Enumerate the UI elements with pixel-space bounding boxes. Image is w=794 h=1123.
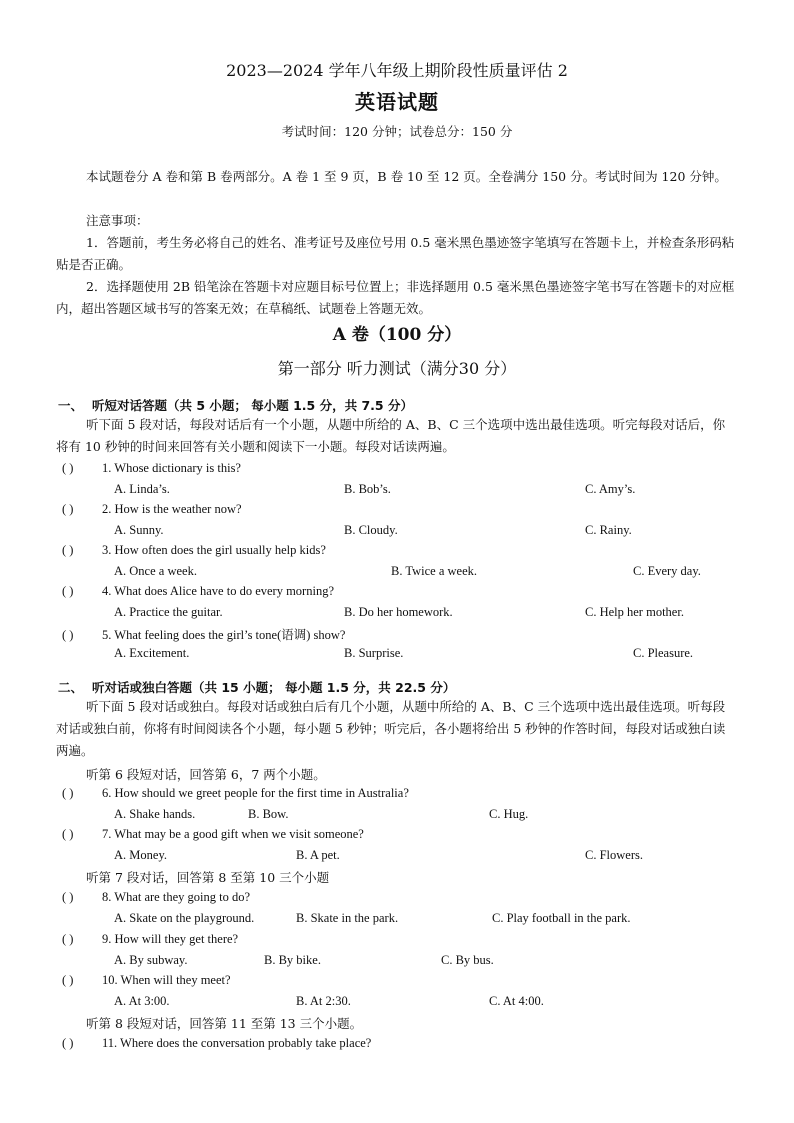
question-text: 7. What may be a good gift when we visit someone?: [102, 827, 364, 841]
option-c: C. Amy’s.: [585, 482, 636, 496]
answer-blank[interactable]: ( ): [62, 827, 74, 841]
option-c: C. Flowers.: [585, 848, 643, 862]
option-a: A. Shake hands.: [114, 807, 196, 821]
question-6: [62, 786, 409, 801]
option-b: B. Bow.: [248, 807, 289, 821]
notice-item-1: 1．答题前，考生务必将自己的姓名、准考证号及座位号用 0.5 毫米黑色墨迹签字笔填写在答题卡上，并检查条形码粘贴是否正确。: [56, 235, 735, 272]
dialogue-8-note: 听第 8 段短对话，回答第 11 至第 13 三个小题。: [86, 1016, 363, 1031]
dialogue-7-note: 听第 7 段对话，回答第 8 至第 10 三个小题: [86, 870, 330, 885]
option-a: A. Money.: [114, 848, 168, 862]
option-b: B. Twice a week.: [391, 564, 478, 578]
option-c: C. Every day.: [633, 564, 701, 578]
option-a: A. Linda’s.: [114, 482, 170, 496]
question-text: 3. How often does the girl usually help kids?: [102, 543, 326, 557]
option-c: C. Rainy.: [585, 523, 632, 537]
option-c: C. Help her mother.: [585, 605, 684, 619]
question-4: [62, 584, 334, 599]
answer-blank[interactable]: ( ): [62, 1036, 74, 1050]
option-b: B. Cloudy.: [344, 523, 398, 537]
answer-blank[interactable]: ( ): [62, 543, 74, 557]
option-a: A. Practice the guitar.: [114, 605, 223, 619]
question-11: [62, 1036, 371, 1051]
option-c: C. Hug.: [489, 807, 529, 821]
option-c: C. By bus.: [441, 953, 494, 967]
question-5: [62, 625, 345, 643]
option-a: A. Once a week.: [114, 564, 197, 578]
section2-instructions: 听下面 5 段对话或独白。每段对话或独白后有几个小题，从题中所给的 A、B、C 三个选项中选出最佳选项。听每段对话或独白前，你将有时间阅读各个小题，每小题 5 秒钟；听完后，各小题将给出 5 秒钟的作答时间，每段对话或独白读两遍。: [56, 699, 726, 758]
notice-item-2: 2．选择题使用 2B 铅笔涂在答题卡对应题目标号位置上；非选择题用 0.5 毫米黑色墨迹签字笔书写在答题卡的对应框内，超出答题区域书写的答案无效；在草稿纸、试题卷上答题无效。: [56, 279, 735, 316]
option-b: B. At 2:30.: [296, 994, 351, 1008]
question-text: 5. What feeling does the girl’s tone(语调) show?: [102, 628, 346, 642]
option-a: A. Excitement.: [114, 646, 190, 660]
option-b: B. Do her homework.: [344, 605, 453, 619]
question-text: 9. How will they get there?: [102, 932, 239, 946]
section2-heading: [58, 678, 455, 696]
answer-blank[interactable]: ( ): [62, 584, 74, 598]
subject-title: 英语试题: [355, 90, 439, 114]
option-c: C. Play football in the park.: [492, 911, 631, 925]
answer-blank[interactable]: ( ): [62, 628, 74, 642]
part1-title: 第一部分 听力测试（满分30 分）: [277, 359, 517, 378]
question-text: 4. What does Alice have to do every morning?: [102, 584, 334, 598]
answer-blank[interactable]: ( ): [62, 502, 74, 516]
exam-info: 考试时间：120 分钟；试卷总分：150 分: [281, 124, 513, 139]
option-c: C. At 4:00.: [489, 994, 544, 1008]
option-b: B. Skate in the park.: [296, 911, 399, 925]
question-7: [62, 827, 364, 842]
option-b: B. By bike.: [264, 953, 321, 967]
option-a: A. By subway.: [114, 953, 188, 967]
question-9: [62, 932, 238, 947]
question-text: 8. What are they going to do?: [102, 890, 250, 904]
option-b: B. Surprise.: [344, 646, 404, 660]
answer-blank[interactable]: ( ): [62, 461, 74, 475]
question-text: 1. Whose dictionary is this?: [102, 461, 241, 475]
option-c: C. Pleasure.: [633, 646, 694, 660]
section1-instructions: 听下面 5 段对话，每段对话后有一个小题，从题中所给的 A、B、C 三个选项中选出最佳选项。听完每段对话后，你将有 10 秒钟的时间来回答有关小题和阅读下一小题。每段对话读两遍。: [56, 417, 726, 454]
section1-number: 一、: [58, 398, 84, 413]
section2-heading-text: 听对话或独白答题（共 15 小题； 每小题 1.5 分，共 22.5 分）: [92, 680, 456, 695]
question-text: 6. How should we greet people for the first time in Australia?: [102, 786, 409, 800]
question-1: [62, 461, 241, 476]
exam-title: 2023—2024 学年八年级上期阶段性质量评估 2: [226, 61, 568, 80]
option-a: A. Skate on the playground.: [114, 911, 255, 925]
option-a: A. At 3:00.: [114, 994, 170, 1008]
option-b: B. Bob’s.: [344, 482, 391, 496]
question-10: [62, 973, 231, 988]
answer-blank[interactable]: ( ): [62, 932, 74, 946]
section2-number: 二、: [58, 680, 84, 695]
question-3: [62, 543, 326, 558]
intro-paragraph: 本试题卷分 A 卷和第 B 卷两部分。A 卷 1 至 9 页，B 卷 10 至 12 页。全卷满分 150 分。考试时间为 120 分钟。: [86, 169, 727, 184]
dialogue-6-note: 听第 6 段短对话，回答第 6，7 两个小题。: [86, 767, 326, 782]
option-a: A. Sunny.: [114, 523, 164, 537]
answer-blank[interactable]: ( ): [62, 890, 74, 904]
answer-blank[interactable]: ( ): [62, 786, 74, 800]
question-text: 2. How is the weather now?: [102, 502, 242, 516]
section1-heading-text: 听短对话答题（共 5 小题； 每小题 1.5 分，共 7.5 分）: [92, 398, 413, 413]
option-b: B. A pet.: [296, 848, 340, 862]
answer-blank[interactable]: ( ): [62, 973, 74, 987]
question-text: 10. When will they meet?: [102, 973, 231, 987]
question-8: [62, 890, 250, 905]
section1-heading: [58, 396, 413, 414]
question-2: [62, 502, 242, 517]
notice-heading: 注意事项：: [86, 213, 149, 228]
question-text: 11. Where does the conversation probably take place?: [102, 1036, 372, 1050]
section-a-title: A 卷（100 分）: [332, 325, 462, 345]
